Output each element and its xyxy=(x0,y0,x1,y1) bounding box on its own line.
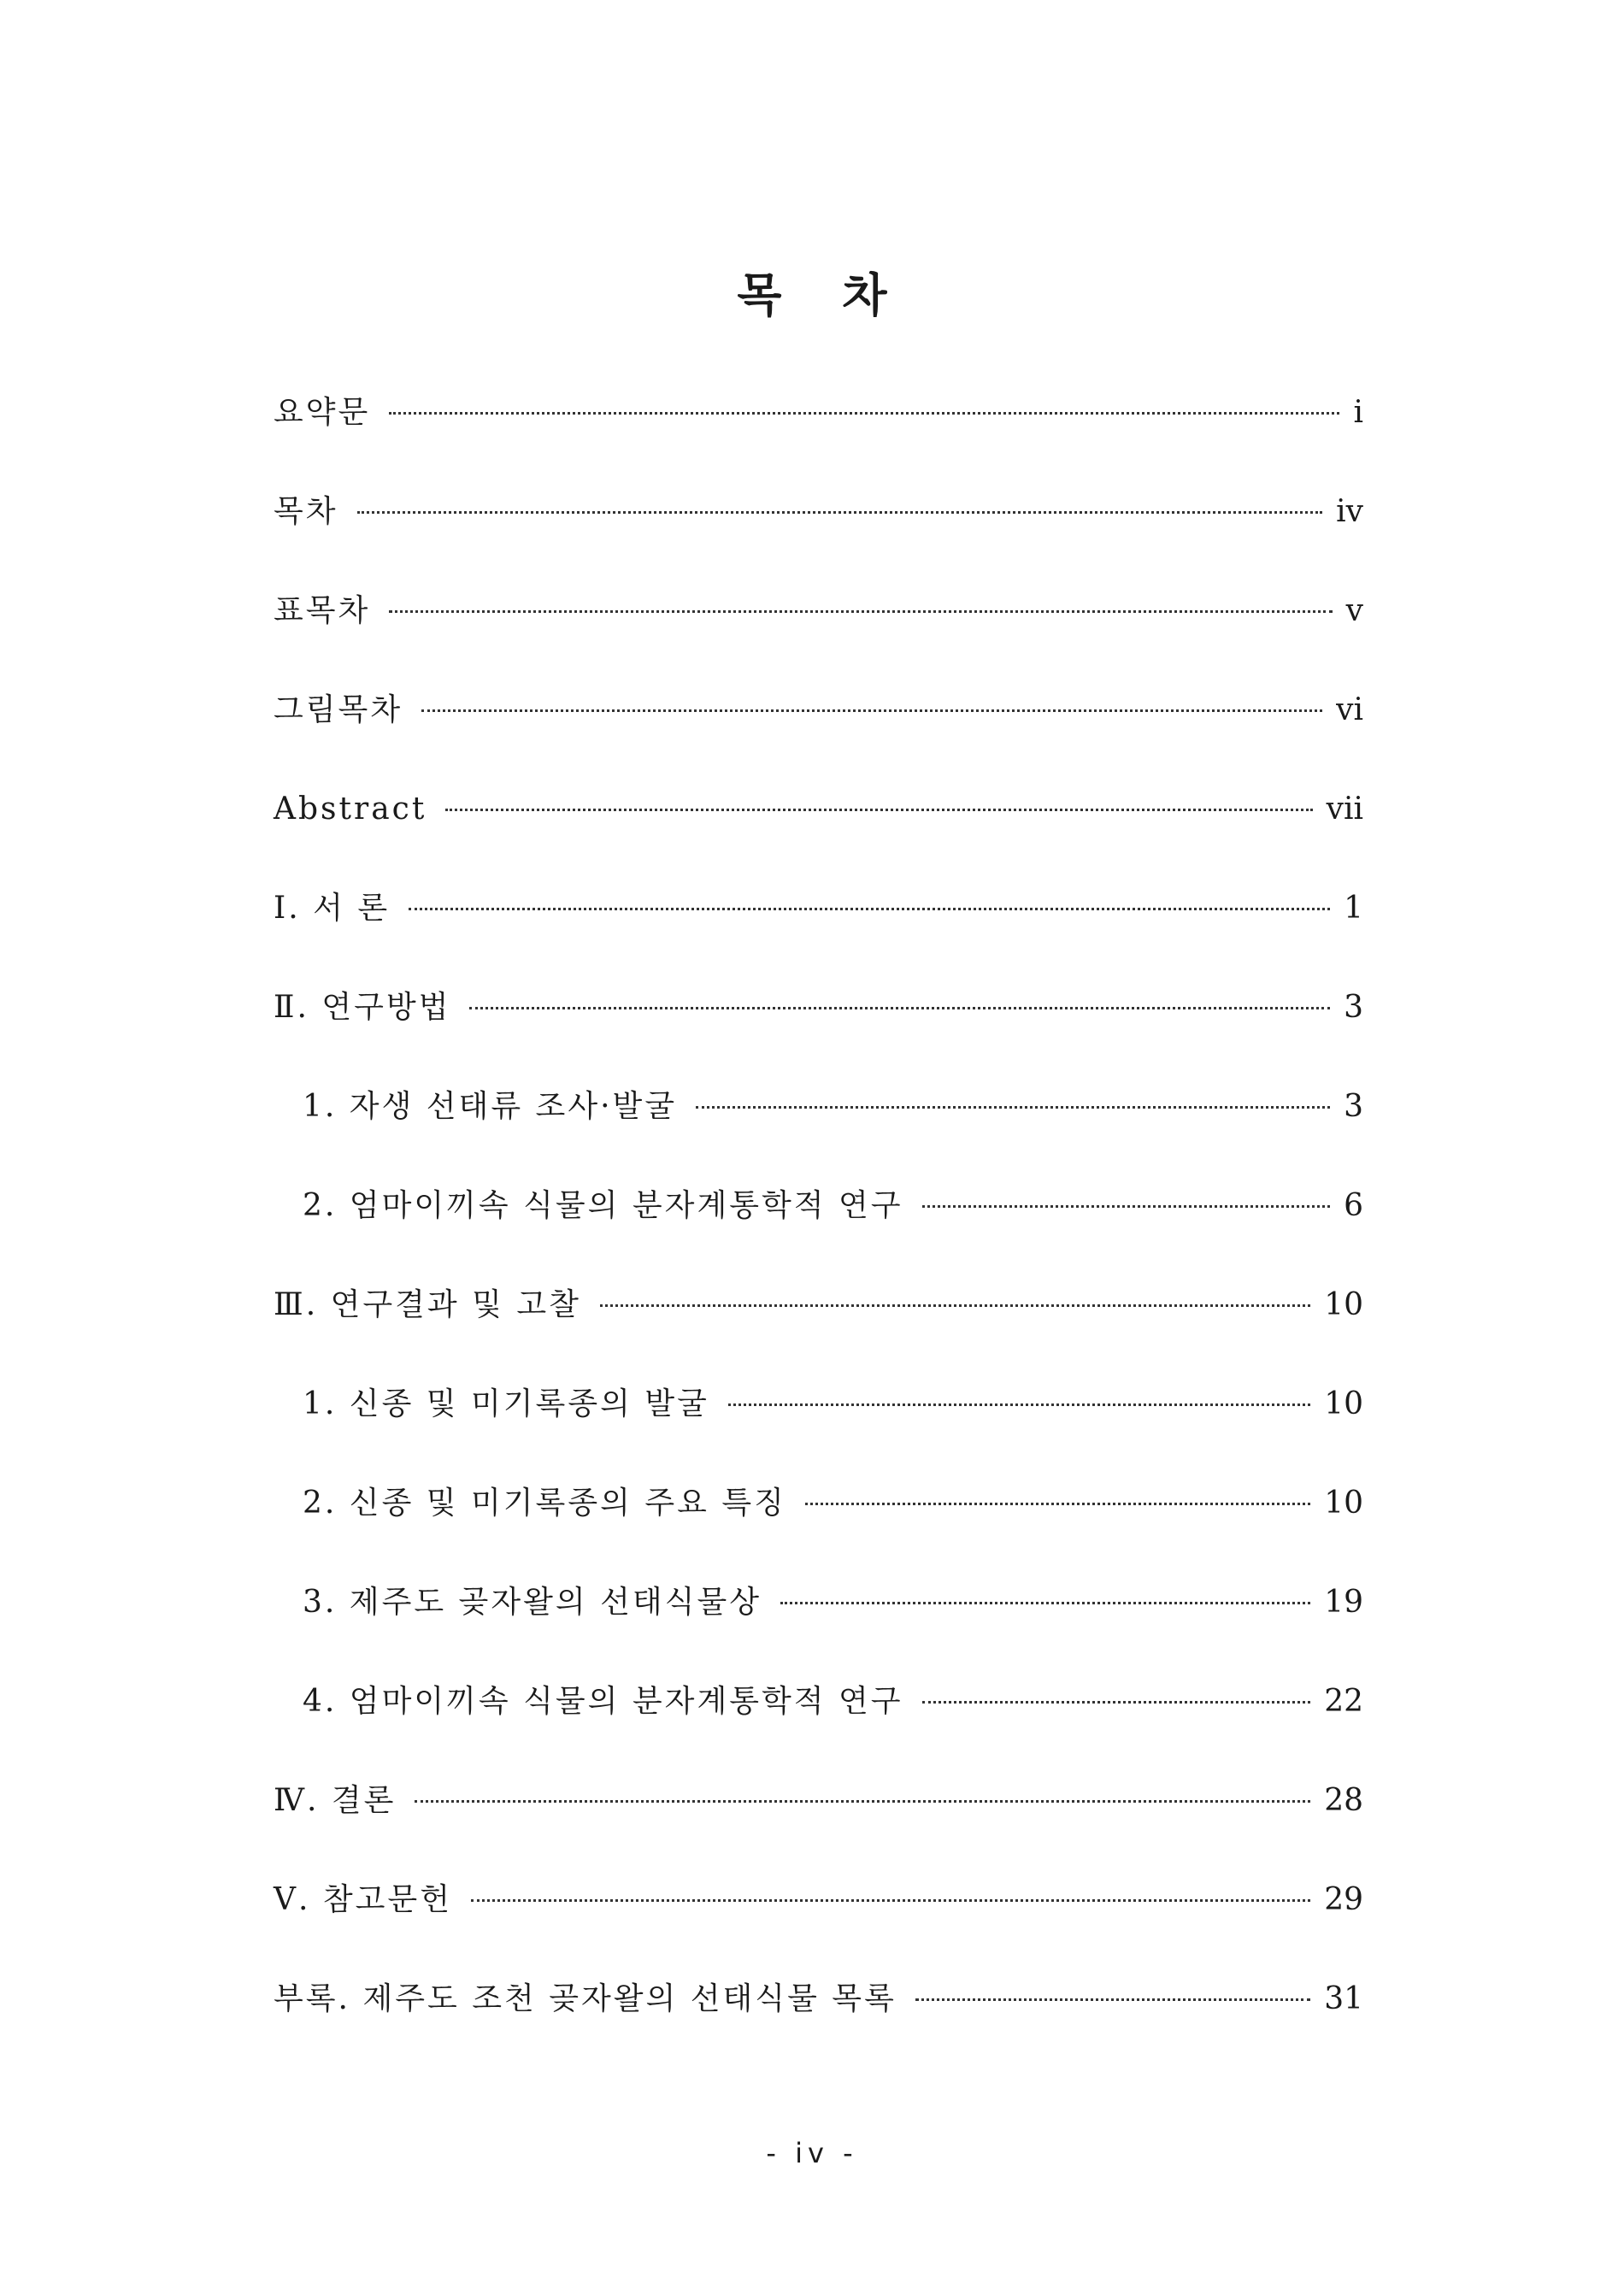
toc-entry xyxy=(274,1863,1363,1963)
toc-entry-page-number: v xyxy=(1345,593,1363,628)
toc-entry-page-number: 31 xyxy=(1324,1981,1363,2016)
table-of-contents xyxy=(274,376,1363,2062)
toc-entry-label: Ⅲ. 연구결과 및 고찰 xyxy=(274,1287,581,1322)
toc-entry-page-number: 6 xyxy=(1344,1188,1363,1223)
dot-leader xyxy=(421,709,1322,712)
page-number-footer: - iv - xyxy=(766,2137,858,2169)
toc-entry-label: Ⅳ. 결론 xyxy=(274,1783,397,1818)
toc-entry xyxy=(274,1665,1363,1764)
dot-leader xyxy=(600,1304,1310,1307)
toc-entry xyxy=(274,872,1363,971)
toc-entry-page-number: vii xyxy=(1326,791,1363,827)
toc-entry-page-number: 3 xyxy=(1344,1089,1363,1124)
toc-entry-page-number: 10 xyxy=(1324,1386,1363,1421)
dot-leader xyxy=(445,809,1312,811)
toc-entry-label: 2. 엄마이끼속 식물의 분자계통학적 연구 xyxy=(303,1188,903,1223)
toc-entry-label: 2. 신종 및 미기록종의 주요 특징 xyxy=(303,1486,786,1521)
toc-entry-page-number: 1 xyxy=(1344,891,1363,926)
toc-entry-label: 요약문 xyxy=(274,395,371,430)
toc-entry-label: 그림목차 xyxy=(274,692,403,727)
dot-leader xyxy=(728,1403,1310,1406)
toc-entry-page-number: iv xyxy=(1336,494,1363,529)
toc-entry-label: Abstract xyxy=(274,791,427,827)
dot-leader xyxy=(389,610,1332,613)
toc-entry-label: 1. 신종 및 미기록종의 발굴 xyxy=(303,1386,709,1421)
dot-leader xyxy=(805,1503,1310,1505)
toc-entry xyxy=(274,376,1363,475)
toc-entry-page-number: 29 xyxy=(1324,1882,1363,1917)
dot-leader xyxy=(409,908,1330,910)
toc-entry xyxy=(274,1764,1363,1863)
toc-entry-label: 3. 제주도 곶자왈의 선태식물상 xyxy=(303,1585,762,1620)
dot-leader xyxy=(471,1899,1310,1902)
toc-entry-label: 표목차 xyxy=(274,593,371,628)
toc-entry xyxy=(274,1368,1363,1467)
dot-leader xyxy=(915,1998,1310,2001)
page-title: 목 차 xyxy=(737,268,909,322)
toc-entry-page-number: i xyxy=(1353,395,1363,430)
toc-entry xyxy=(274,674,1363,773)
toc-entry-label: Ⅴ. 참고문헌 xyxy=(274,1882,452,1917)
toc-entry-page-number: 19 xyxy=(1324,1585,1363,1620)
toc-entry-label: 4. 엄마이끼속 식물의 분자계통학적 연구 xyxy=(303,1684,903,1719)
toc-entry-page-number: 3 xyxy=(1344,990,1363,1025)
toc-entry xyxy=(274,1169,1363,1268)
dot-leader xyxy=(922,1205,1331,1208)
dot-leader xyxy=(357,511,1323,514)
toc-entry-page-number: 10 xyxy=(1324,1486,1363,1521)
dot-leader xyxy=(469,1007,1330,1009)
toc-entry xyxy=(274,1268,1363,1368)
dot-leader xyxy=(415,1800,1310,1803)
toc-entry-page-number: 28 xyxy=(1324,1783,1363,1818)
toc-entry-label: Ⅰ. 서 론 xyxy=(274,891,391,926)
dot-leader xyxy=(389,412,1339,415)
toc-entry xyxy=(274,1963,1363,2062)
toc-entry-label: 1. 자생 선태류 조사·발굴 xyxy=(303,1089,678,1124)
toc-entry xyxy=(274,971,1363,1070)
dot-leader xyxy=(696,1106,1330,1109)
toc-entry xyxy=(274,773,1363,872)
toc-entry-page-number: 10 xyxy=(1324,1287,1363,1322)
toc-entry xyxy=(274,1467,1363,1566)
toc-entry-page-number: 22 xyxy=(1324,1684,1363,1719)
dot-leader xyxy=(780,1602,1310,1604)
toc-entry-page-number: vi xyxy=(1336,692,1363,727)
toc-entry-label: Ⅱ. 연구방법 xyxy=(274,990,451,1025)
toc-entry xyxy=(274,1566,1363,1665)
toc-entry xyxy=(274,574,1363,674)
toc-entry xyxy=(274,475,1363,574)
toc-entry-label: 부록. 제주도 조천 곶자왈의 선태식물 목록 xyxy=(274,1981,897,2016)
toc-entry xyxy=(274,1070,1363,1169)
toc-entry-label: 목차 xyxy=(274,494,338,529)
dot-leader xyxy=(922,1701,1311,1704)
